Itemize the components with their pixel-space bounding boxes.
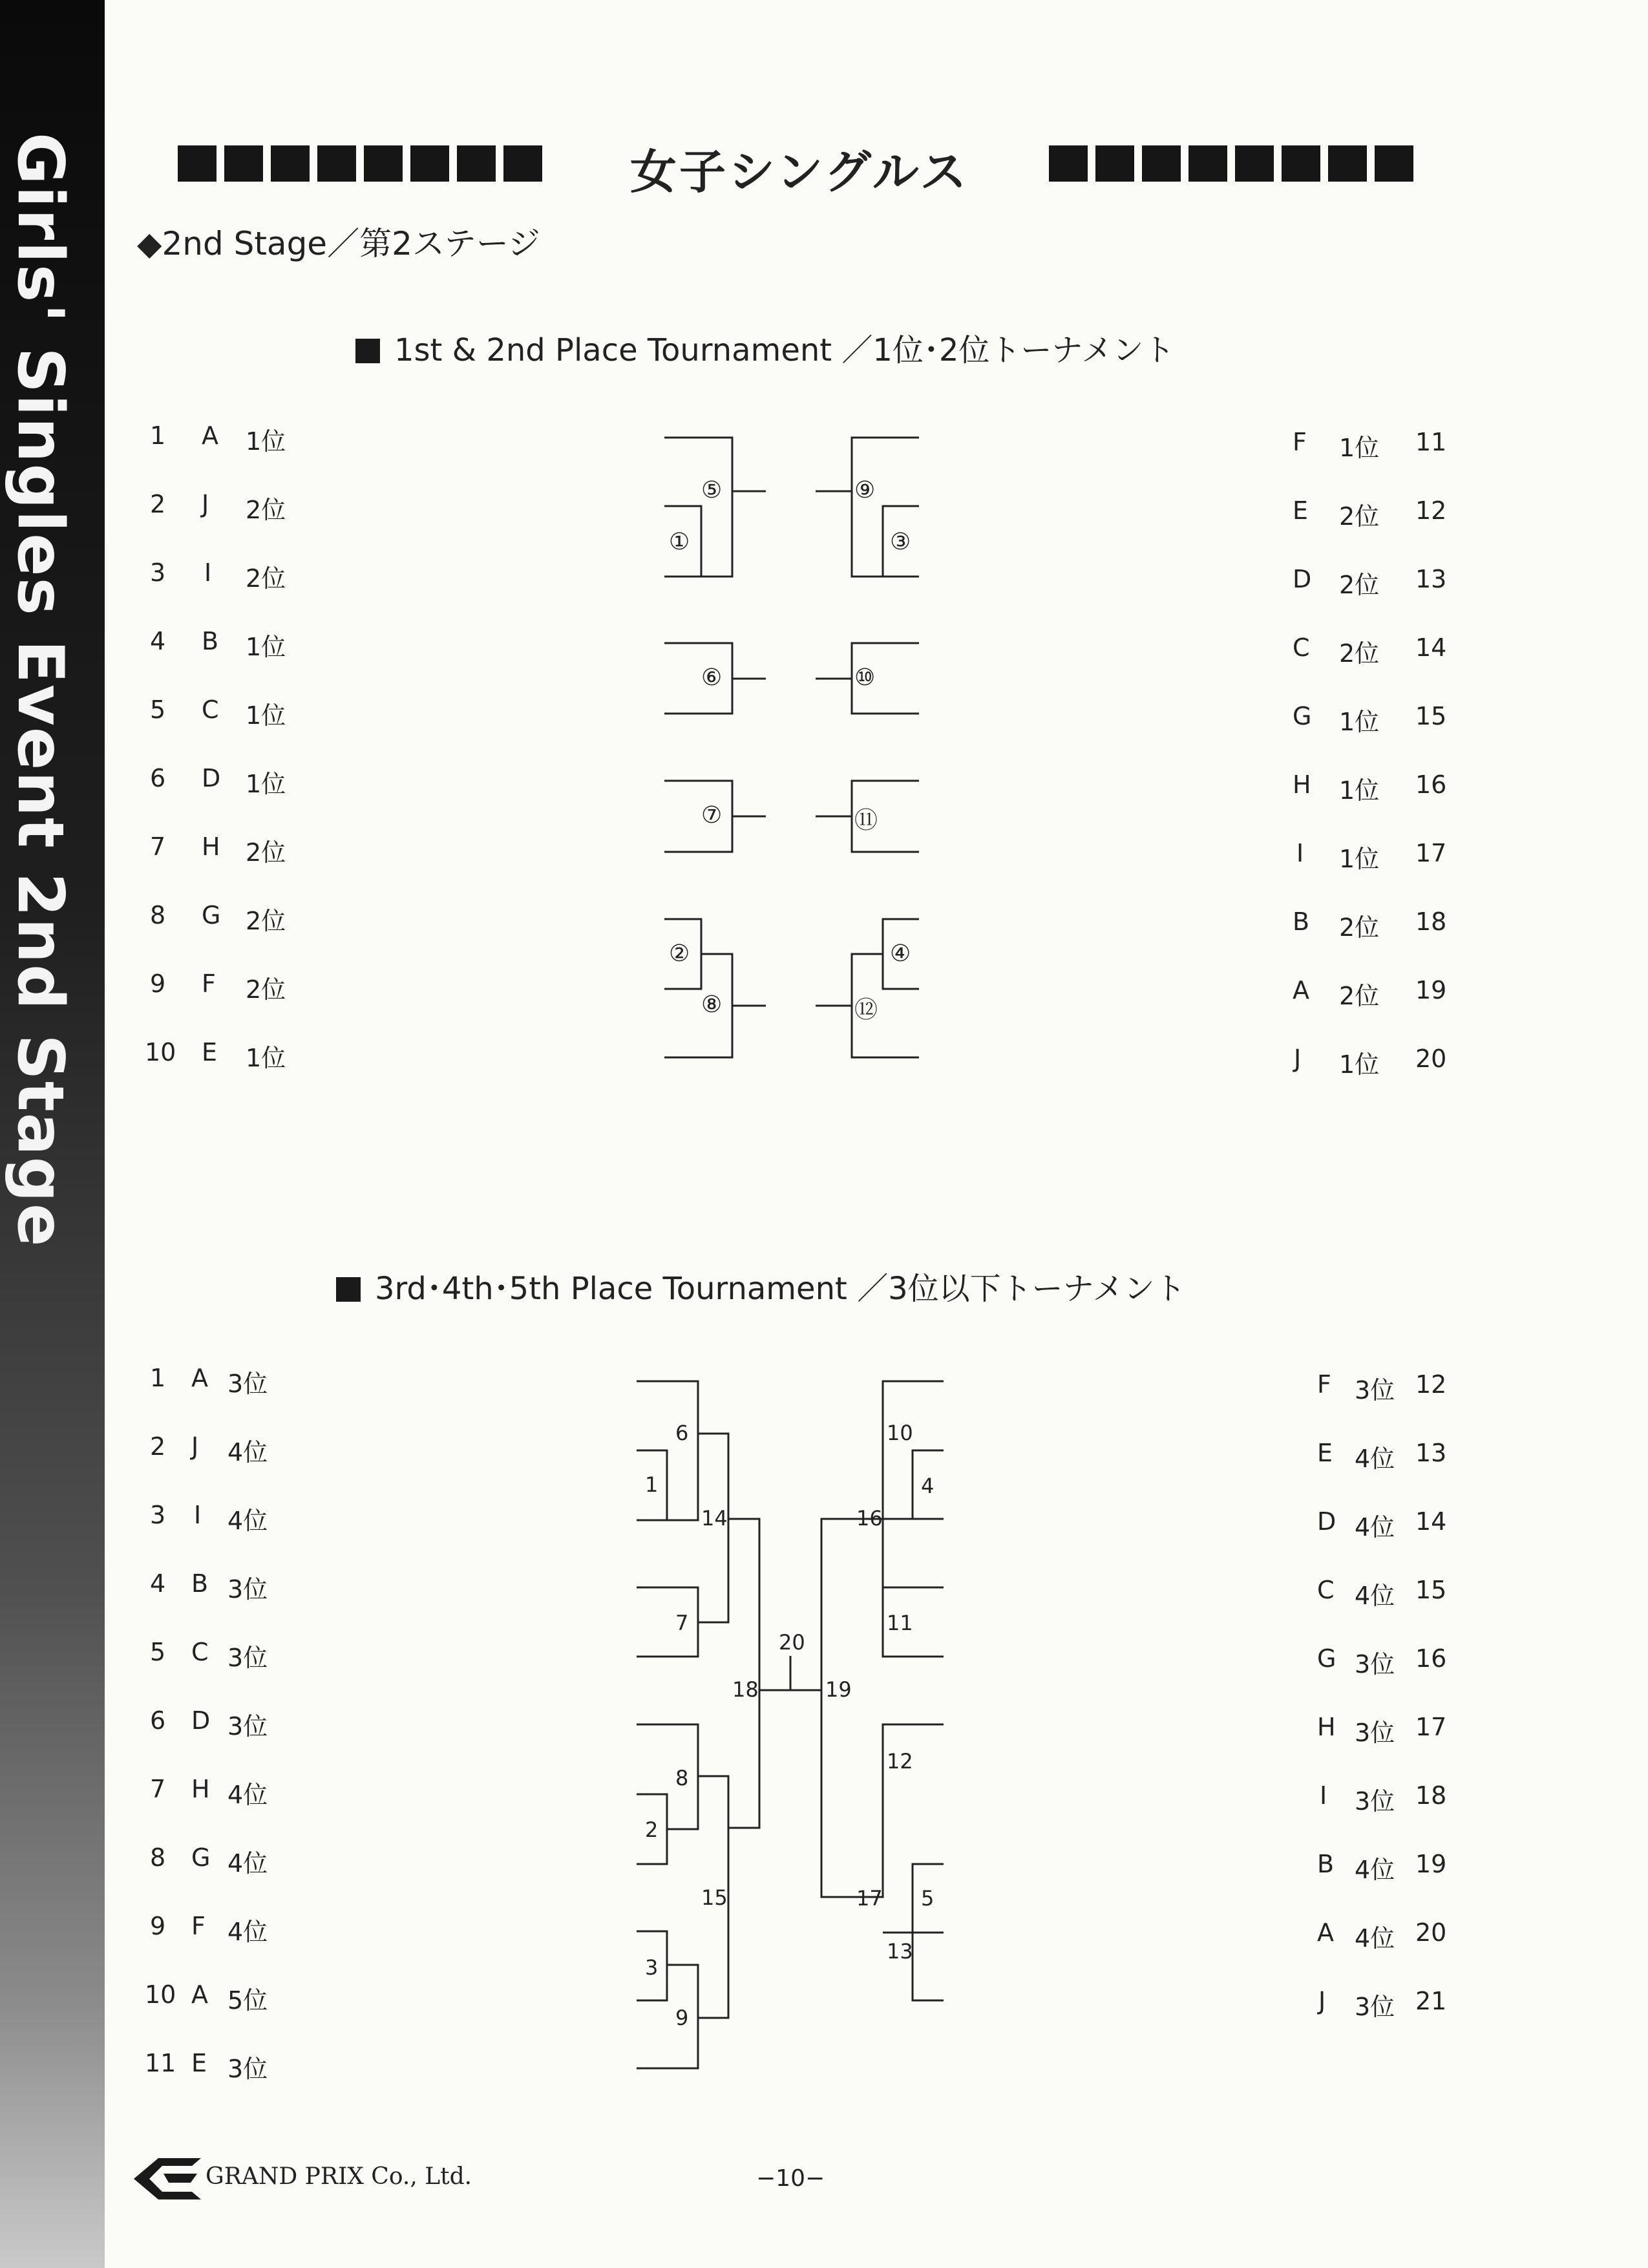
entry-rank: 4位: [1355, 1513, 1395, 1542]
entry-team: J: [191, 1432, 199, 1461]
entry-number: 2: [150, 490, 166, 518]
entry-rank: 2位: [246, 907, 286, 935]
match-label: 5: [921, 1886, 935, 1911]
entry-rank: 3位: [1355, 1993, 1395, 2021]
page-number: −10−: [756, 2165, 825, 2192]
entry-rank: 2位: [1339, 913, 1380, 942]
entry-rank: 1位: [246, 633, 286, 661]
entry-rank: 3位: [1355, 1650, 1395, 1679]
entry-team: F: [202, 970, 216, 998]
match-label: ⑤: [701, 477, 723, 503]
entry-rank: 4位: [1355, 1445, 1395, 1473]
entry-rank: 2位: [1339, 639, 1380, 668]
entry-number: 7: [150, 1775, 166, 1803]
entry-rank: 3位: [1355, 1376, 1395, 1404]
section2-title: 3rd･4th･5th Place Tournament ／3位以下トーナメント: [375, 1271, 1186, 1307]
entry-number: 2: [150, 1432, 166, 1461]
entry-number: 17: [1415, 1713, 1447, 1741]
entry-rank: 2位: [1339, 982, 1380, 1010]
entry-number: 6: [150, 764, 166, 792]
match-label: ⑪: [854, 807, 878, 834]
entry-team: A: [1293, 976, 1309, 1004]
entry-team: D: [1317, 1507, 1336, 1536]
entry-team: E: [202, 1038, 218, 1066]
entry-team: I: [1320, 1781, 1327, 1810]
entry-team: G: [202, 901, 221, 929]
entry-team: C: [1317, 1576, 1335, 1604]
entry-number: 17: [1415, 839, 1447, 867]
entry-team: J: [1294, 1044, 1302, 1073]
entry-number: 8: [150, 901, 166, 929]
entry-number: 10: [145, 1980, 176, 2009]
entry-team: F: [191, 1912, 206, 1940]
entry-rank: 3位: [227, 1712, 268, 1741]
entry-rank: 3位: [227, 2055, 268, 2083]
match-label: 1: [645, 1472, 659, 1497]
entry-number: 4: [150, 1569, 166, 1598]
entry-number: 18: [1415, 907, 1447, 936]
entry-rank: 3位: [1355, 1787, 1395, 1816]
match-label: 17: [856, 1886, 883, 1911]
entry-number: 14: [1415, 633, 1447, 662]
match-label: ⑫: [854, 997, 878, 1023]
entry-rank: 5位: [227, 1986, 268, 2015]
entry-number: 21: [1415, 1987, 1447, 2015]
entry-rank: 2位: [246, 838, 286, 867]
entry-number: 5: [150, 695, 166, 724]
match-label: ②: [669, 940, 690, 967]
entry-rank: 1位: [1339, 845, 1380, 873]
entry-team: J: [1318, 1987, 1326, 2015]
entry-number: 12: [1415, 1370, 1447, 1399]
entry-team: D: [202, 764, 221, 792]
match-label: 15: [701, 1885, 728, 1910]
entry-number: 15: [1415, 702, 1447, 730]
match-label: ⑥: [701, 664, 723, 691]
entry-team: D: [1293, 565, 1312, 593]
match-label: 3: [645, 1955, 659, 1980]
entry-rank: 3位: [227, 1370, 268, 1398]
match-label: 12: [887, 1749, 913, 1774]
bracket-line-17: [852, 1794, 883, 1897]
entry-rank: 1位: [1339, 434, 1380, 462]
entry-rank: 2位: [246, 564, 286, 593]
match-label: 20: [779, 1630, 805, 1655]
entry-rank: 1位: [246, 770, 286, 798]
match-label: 9: [675, 2006, 689, 2030]
match-label: ⑦: [701, 802, 723, 829]
entry-team: A: [191, 1364, 208, 1392]
match-label: 11: [887, 1611, 913, 1635]
match-label: 8: [675, 1766, 689, 1790]
entry-rank: 2位: [246, 496, 286, 524]
entry-team: B: [191, 1569, 209, 1598]
company-name: GRAND PRIX Co., Ltd.: [206, 2163, 472, 2190]
entry-number: 13: [1415, 565, 1447, 593]
entry-number: 12: [1415, 496, 1447, 525]
entry-number: 1: [150, 1364, 166, 1392]
entry-team: H: [191, 1775, 210, 1803]
entry-rank: 4位: [1355, 1856, 1395, 1884]
entry-number: 20: [1415, 1918, 1447, 1947]
entry-team: C: [1293, 633, 1310, 662]
match-label: ⑧: [701, 991, 723, 1018]
entry-rank: 3位: [227, 1644, 268, 1672]
entry-rank: 1位: [1339, 776, 1380, 805]
entry-number: 11: [1415, 428, 1447, 456]
entry-number: 15: [1415, 1576, 1447, 1604]
entry-team: G: [1317, 1644, 1336, 1673]
grand-prix-logo-icon: [132, 2156, 202, 2202]
entry-team: B: [202, 627, 219, 655]
match-label: 4: [921, 1474, 935, 1498]
entry-number: 11: [145, 2049, 176, 2077]
entry-rank: 2位: [1339, 571, 1380, 599]
sidebar-title: Girls' Singles Event 2nd Stage: [3, 132, 77, 1248]
entry-rank: 1位: [246, 1044, 286, 1072]
entry-number: 9: [150, 970, 166, 998]
match-label: 19: [825, 1677, 852, 1702]
entry-number: 4: [150, 627, 166, 655]
match-label: 14: [701, 1506, 728, 1531]
match-label: 18: [732, 1677, 759, 1702]
entry-rank: 2位: [246, 975, 286, 1004]
entry-number: 10: [145, 1038, 176, 1066]
entry-rank: 4位: [1355, 1582, 1395, 1610]
match-label: 13: [887, 1939, 913, 1964]
entry-team: H: [1317, 1713, 1336, 1741]
entry-team: E: [1317, 1439, 1333, 1467]
match-label: ⑨: [854, 477, 876, 503]
entry-team: B: [1317, 1850, 1335, 1878]
entry-number: 7: [150, 832, 166, 861]
entry-team: G: [1293, 702, 1312, 730]
bracket-line-18: [728, 1519, 759, 1828]
entry-rank: 4位: [227, 1918, 268, 1946]
bracket-line-19: [821, 1519, 852, 1897]
entry-team: D: [191, 1706, 211, 1735]
entry-rank: 3位: [1355, 1719, 1395, 1747]
match-label: ⑩: [854, 664, 876, 691]
match-label: 6: [675, 1421, 689, 1445]
section1-title: 1st & 2nd Place Tournament ／1位･2位トーナメント: [394, 332, 1175, 368]
entry-number: 18: [1415, 1781, 1447, 1810]
entry-rank: 1位: [1339, 708, 1380, 736]
entry-team: I: [1296, 839, 1304, 867]
entry-team: B: [1293, 907, 1310, 936]
entry-team: J: [202, 490, 209, 518]
entry-number: 19: [1415, 976, 1447, 1004]
entry-rank: 1位: [246, 701, 286, 730]
entry-number: 16: [1415, 770, 1447, 799]
stage-heading: ◆2nd Stage／第2ステージ: [137, 225, 540, 262]
entry-number: 13: [1415, 1439, 1447, 1467]
entry-number: 1: [150, 421, 166, 450]
entry-team: E: [191, 2049, 207, 2077]
entry-team: I: [204, 558, 212, 587]
match-label: ③: [890, 529, 911, 555]
entry-rank: 2位: [1339, 502, 1380, 531]
match-label: ④: [890, 940, 911, 967]
entry-number: 8: [150, 1843, 166, 1872]
entry-rank: 4位: [1355, 1924, 1395, 1953]
entry-rank: 4位: [227, 1781, 268, 1809]
match-label: ①: [669, 529, 690, 555]
entry-team: F: [1317, 1370, 1331, 1399]
entry-rank: 1位: [1339, 1050, 1380, 1079]
match-label: 16: [856, 1506, 883, 1531]
entry-rank: 4位: [227, 1507, 268, 1535]
entry-team: C: [191, 1638, 209, 1666]
entry-team: I: [194, 1501, 202, 1529]
match-label: 10: [887, 1421, 913, 1445]
entry-number: 9: [150, 1912, 166, 1940]
entry-number: 19: [1415, 1850, 1447, 1878]
entry-number: 16: [1415, 1644, 1447, 1673]
entry-team: G: [191, 1843, 211, 1872]
entry-team: F: [1293, 428, 1307, 456]
entry-rank: 4位: [227, 1438, 268, 1467]
page-title: 女子シングルス: [630, 145, 969, 199]
entry-team: H: [202, 832, 220, 861]
entry-team: A: [202, 421, 218, 450]
entry-team: H: [1293, 770, 1311, 799]
entry-number: 14: [1415, 1507, 1447, 1536]
entry-team: E: [1293, 496, 1309, 525]
entry-rank: 4位: [227, 1849, 268, 1878]
entry-number: 20: [1415, 1044, 1447, 1073]
match-label: 7: [675, 1611, 689, 1635]
entry-team: A: [1317, 1918, 1334, 1947]
entry-team: C: [202, 695, 219, 724]
match-label: 2: [645, 1818, 659, 1842]
entry-rank: 1位: [246, 427, 286, 456]
entry-number: 3: [150, 1501, 166, 1529]
entry-rank: 3位: [227, 1575, 268, 1604]
bracket-line-7b: [637, 1587, 698, 1657]
entry-team: A: [191, 1980, 208, 2009]
entry-number: 6: [150, 1706, 166, 1735]
entry-number: 3: [150, 558, 166, 587]
entry-number: 5: [150, 1638, 166, 1666]
